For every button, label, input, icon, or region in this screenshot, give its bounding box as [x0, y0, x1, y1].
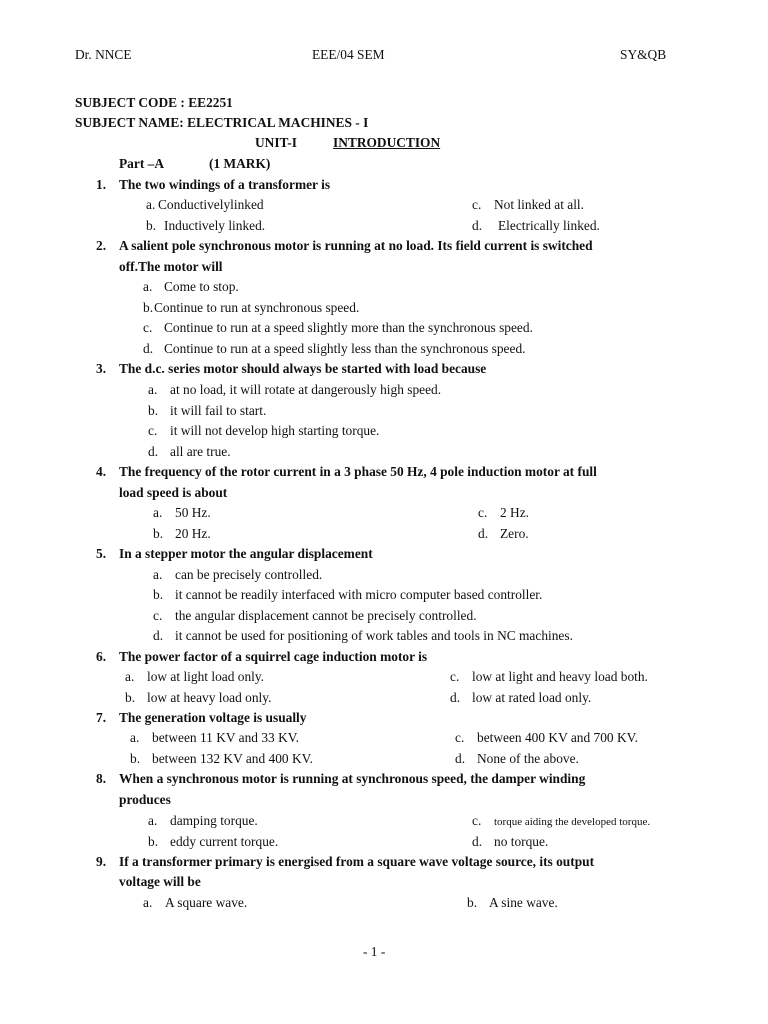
option-text: no torque.: [494, 834, 549, 849]
question-text: off.The motor will: [119, 259, 223, 274]
page-number: - 1 -: [363, 944, 386, 959]
option-text: Continue to run at a speed slightly more than the synchronous speed.: [164, 320, 533, 335]
option-text: at no load, it will rotate at dangerously high speed.: [170, 382, 442, 397]
marks-label: (1 MARK): [209, 156, 271, 171]
option-letter: a.: [125, 669, 135, 684]
unit-label: UNIT-I: [255, 135, 297, 150]
question-text: The power factor of a squirrel cage induction motor is: [119, 649, 428, 664]
option-text: Continue to run at a speed slightly less than the synchronous speed.: [164, 341, 526, 356]
question-text: When a synchronous motor is running at synchronous speed, the damper winding: [119, 771, 586, 786]
option-letter: a.: [153, 567, 163, 582]
option-letter: a.: [148, 813, 158, 828]
option-text: it will not develop high starting torque.: [170, 423, 380, 438]
option-letter: d.: [450, 690, 461, 705]
question-text: A salient pole synchronous motor is running at no load. Its field current is switched: [119, 238, 593, 253]
option-letter: c.: [478, 505, 488, 520]
option-text: 2 Hz.: [500, 505, 530, 520]
option-letter: b.: [143, 300, 154, 315]
option-text: Not linked at all.: [494, 197, 584, 212]
option-letter: c.: [153, 608, 163, 623]
question-text: The two windings of a transformer is: [119, 177, 331, 192]
option-letter: b.: [153, 587, 164, 602]
question-text: If a transformer primary is energised from a square wave voltage source, its output: [119, 854, 595, 869]
option-letter: a.: [130, 730, 140, 745]
question-text: voltage will be: [119, 874, 201, 889]
option-letter: c.: [455, 730, 465, 745]
option-text: 20 Hz.: [175, 526, 211, 541]
option-text: between 132 KV and 400 KV.: [152, 751, 313, 766]
question-number: 6.: [96, 649, 107, 664]
option-letter: d.: [153, 628, 164, 643]
unit-title: INTRODUCTION: [333, 135, 441, 150]
option-text: low at heavy load only.: [147, 690, 272, 705]
header-center: EEE/04 SEM: [312, 47, 385, 62]
option-text: None of the above.: [477, 751, 579, 766]
question-text: The d.c. series motor should always be started with load because: [119, 361, 487, 376]
option-letter: d.: [143, 341, 154, 356]
option-letter: d.: [455, 751, 466, 766]
subject-code: SUBJECT CODE : EE2251: [75, 95, 233, 110]
option-letter: b.: [130, 751, 141, 766]
option-letter: b.: [125, 690, 136, 705]
option-text: Electrically linked.: [498, 218, 600, 233]
option-letter: c.: [472, 197, 482, 212]
option-text: A sine wave.: [489, 895, 558, 910]
option-letter: d.: [478, 526, 489, 541]
option-letter: c.: [450, 669, 460, 684]
option-text: Inductively linked.: [164, 218, 266, 233]
option-text: eddy current torque.: [170, 834, 279, 849]
option-letter: b.: [148, 834, 159, 849]
option-text: A square wave.: [165, 895, 248, 910]
option-text: Zero.: [500, 526, 529, 541]
option-letter: a.: [143, 279, 153, 294]
question-text: produces: [119, 792, 171, 807]
header-left: Dr. NNCE: [75, 47, 132, 62]
question-number: 9.: [96, 854, 107, 869]
subject-name: SUBJECT NAME: ELECTRICAL MACHINES - I: [75, 115, 369, 130]
option-letter: b.: [148, 403, 159, 418]
option-letter: a.: [146, 197, 156, 212]
option-text: between 11 KV and 33 KV.: [152, 730, 300, 745]
option-text: low at rated load only.: [472, 690, 592, 705]
option-letter: c.: [143, 320, 153, 335]
question-number: 1.: [96, 177, 107, 192]
option-text: it cannot be readily interfaced with micro computer based controller.: [175, 587, 543, 602]
option-text: damping torque.: [170, 813, 258, 828]
question-number: 2.: [96, 238, 107, 253]
option-letter: d.: [148, 444, 159, 459]
option-text: can be precisely controlled.: [175, 567, 323, 582]
question-number: 4.: [96, 464, 107, 479]
option-text: between 400 KV and 700 KV.: [477, 730, 638, 745]
question-number: 8.: [96, 771, 107, 786]
question-number: 5.: [96, 546, 107, 561]
option-letter: a.: [148, 382, 158, 397]
option-letter: a.: [143, 895, 153, 910]
option-text: Come to stop.: [164, 279, 239, 294]
question-text: load speed is about: [119, 485, 228, 500]
option-text: it cannot be used for positioning of work tables and tools in NC machines.: [175, 628, 573, 643]
option-text: all are true.: [170, 444, 231, 459]
part-label: Part –A: [119, 156, 164, 171]
question-text: The frequency of the rotor current in a 3 phase 50 Hz, 4 pole induction motor at full: [119, 464, 597, 479]
option-letter: b.: [467, 895, 478, 910]
question-text: The generation voltage is usually: [119, 710, 307, 725]
option-letter: d.: [472, 834, 483, 849]
question-number: 3.: [96, 361, 107, 376]
option-text: torque aiding the developed torque.: [494, 816, 651, 828]
option-letter: b.: [146, 218, 157, 233]
option-text: the angular displacement cannot be precisely controlled.: [175, 608, 477, 623]
option-text: Continue to run at synchronous speed.: [154, 300, 360, 315]
option-letter: c.: [472, 813, 482, 828]
option-text: Conductivelylinked: [158, 197, 264, 212]
header-right: SY&QB: [620, 47, 667, 62]
option-text: 50 Hz.: [175, 505, 211, 520]
question-number: 7.: [96, 710, 107, 725]
option-letter: d.: [472, 218, 483, 233]
option-letter: c.: [148, 423, 158, 438]
option-text: low at light load only.: [147, 669, 265, 684]
option-text: low at light and heavy load both.: [472, 669, 648, 684]
option-letter: b.: [153, 526, 164, 541]
question-text: In a stepper motor the angular displacement: [119, 546, 373, 561]
option-letter: a.: [153, 505, 163, 520]
option-text: it will fail to start.: [170, 403, 267, 418]
